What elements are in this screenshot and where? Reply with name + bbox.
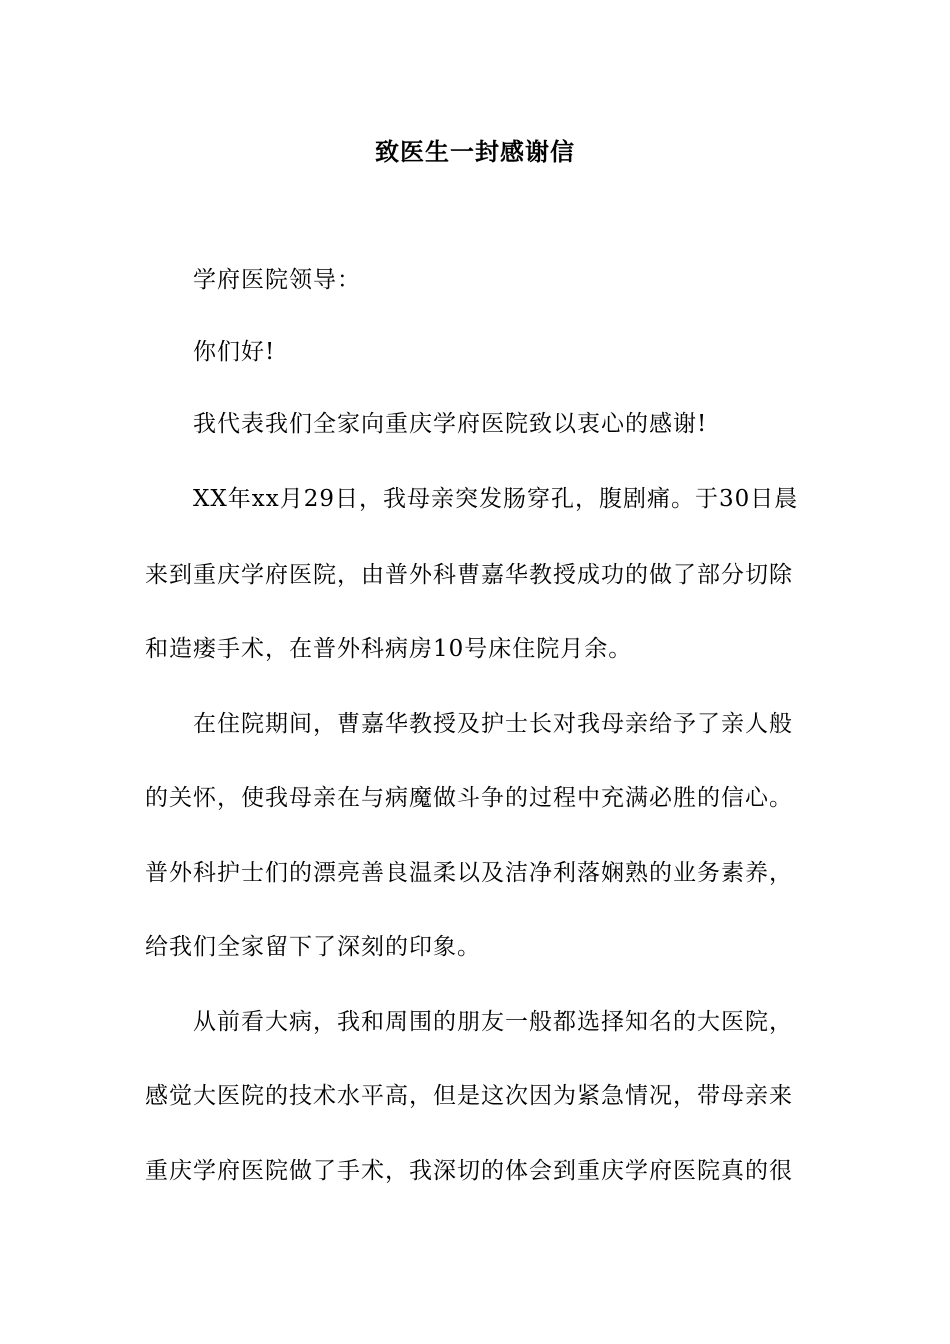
letter-title: 致医生一封感谢信 xyxy=(375,137,575,166)
body-line: 和造瘘手术，在普外科病房10号床住院月余。 xyxy=(145,636,633,662)
body-line: 在住院期间，曹嘉华教授及护士长对我母亲给予了亲人般 xyxy=(193,711,793,737)
body-line: 来到重庆学府医院，由普外科曹嘉华教授成功的做了部分切除 xyxy=(145,562,793,588)
body-line: 的关怀，使我母亲在与病魔做斗争的过程中充满必胜的信心。 xyxy=(145,785,793,811)
body-line: 给我们全家留下了深刻的印象。 xyxy=(145,934,481,960)
body-line: 重庆学府医院做了手术，我深切的体会到重庆学府医院真的很 xyxy=(145,1158,793,1184)
greeting-line: 你们好! xyxy=(193,339,276,365)
body-line: 我代表我们全家向重庆学府医院致以衷心的感谢! xyxy=(193,411,708,437)
salutation-line: 学府医院领导： xyxy=(193,267,361,293)
body-line: XX年xx月29日，我母亲突发肠穿孔，腹剧痛。于30日晨 xyxy=(193,486,799,512)
body-line: 感觉大医院的技术水平高，但是这次因为紧急情况，带母亲来 xyxy=(145,1083,793,1109)
body-line: 从前看大病，我和周围的朋友一般都选择知名的大医院， xyxy=(193,1009,793,1035)
body-line: 普外科护士们的漂亮善良温柔以及洁净利落娴熟的业务素养， xyxy=(145,860,793,886)
